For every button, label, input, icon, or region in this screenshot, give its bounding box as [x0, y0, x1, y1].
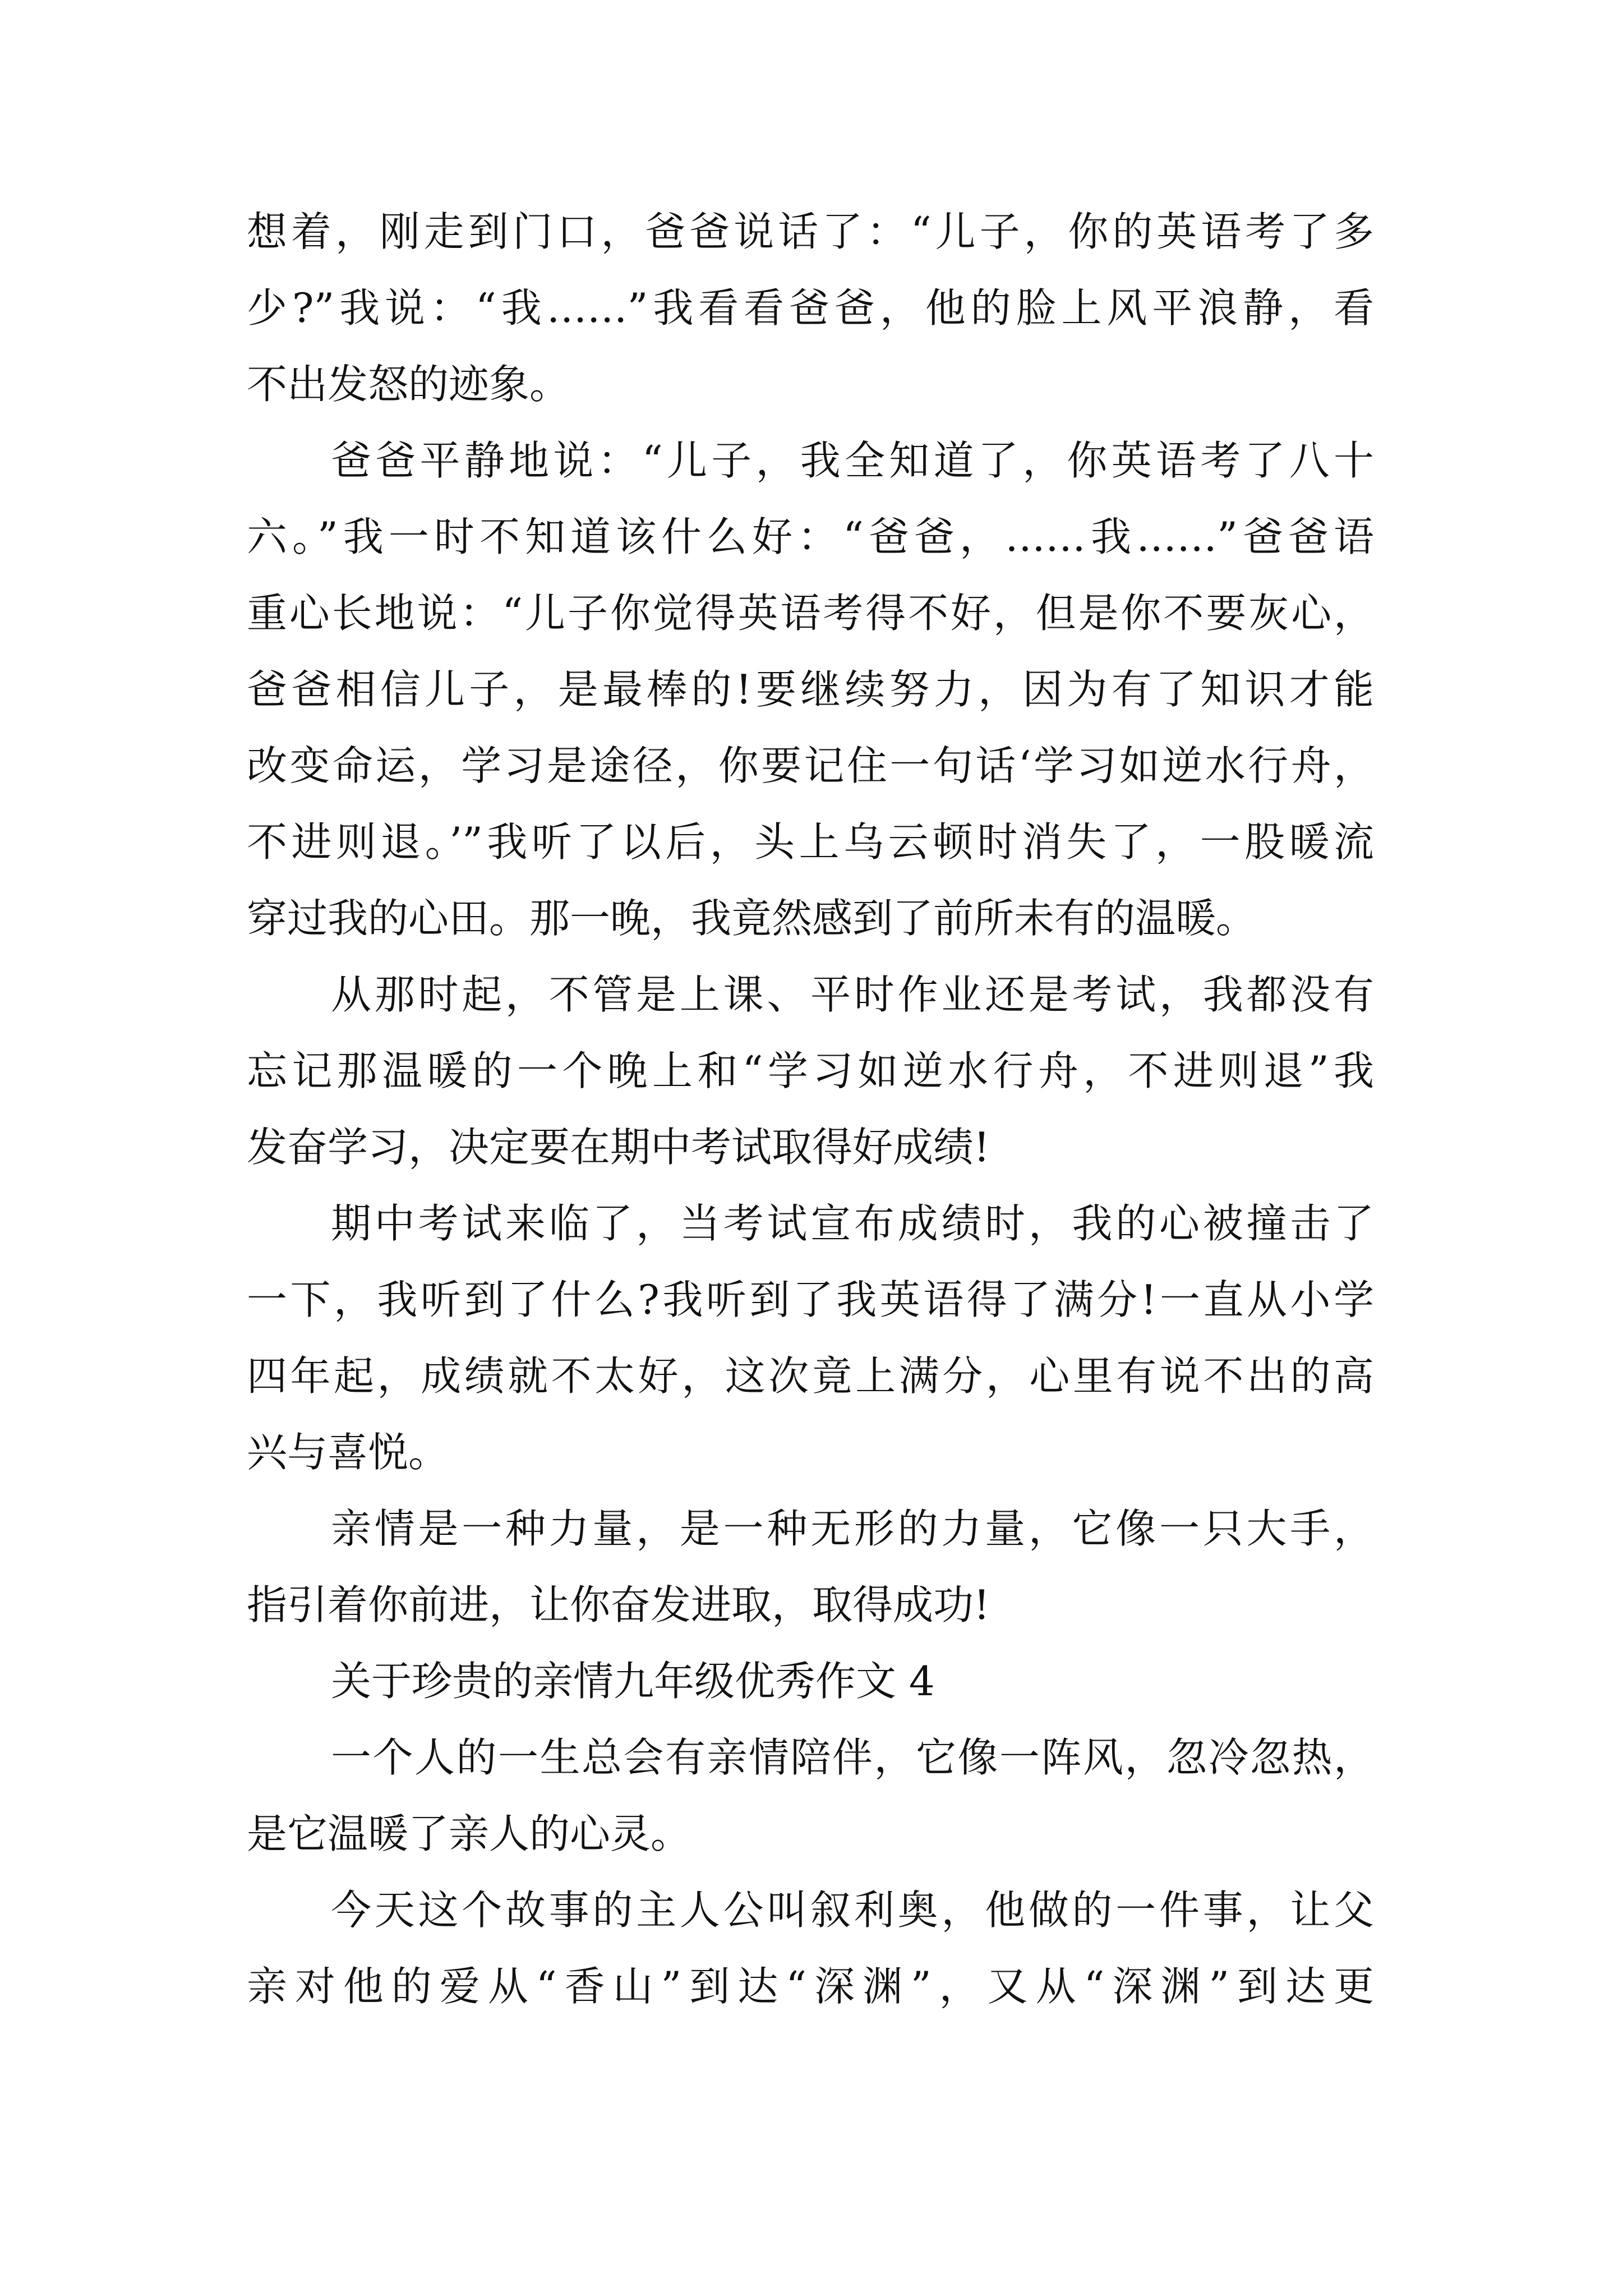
text-line: 一下，我听到了什么?我听到了我英语得了满分!一直从小学 — [247, 1276, 1374, 1323]
text-line: 兴与喜悦。 — [247, 1429, 449, 1476]
text-line: 从那时起，不管是上课、平时作业还是考试，我都没有 — [331, 971, 1374, 1018]
text-line: 重心长地说：“儿子你觉得英语考得不好，但是你不要灰心， — [247, 590, 1374, 637]
text-line: 今天这个故事的主人公叫叙利奥，他做的一件事，让父 — [331, 1887, 1374, 1934]
text-line: 爸爸相信儿子，是最棒的!要继续努力，因为有了知识才能 — [247, 666, 1374, 713]
text-line: 是它温暖了亲人的心灵。 — [247, 1810, 691, 1857]
text-line: 不进则退。’”我听了以后，头上乌云顿时消失了，一股暖流 — [247, 818, 1374, 866]
text-line: 忘记那温暖的一个晚上和“学习如逆水行舟，不进则退”我 — [247, 1047, 1374, 1094]
text-line: 爸爸平静地说：“儿子，我全知道了，你英语考了八十 — [331, 437, 1374, 484]
document-body — [247, 194, 1374, 2024]
text-line: 指引着你前进，让你奋发进取，取得成功! — [247, 1581, 990, 1628]
text-line: 想着，刚走到门口，爸爸说话了：“儿子，你的英语考了多 — [247, 208, 1374, 255]
text-line: 穿过我的心田。那一晚，我竟然感到了前所未有的温暖。 — [247, 895, 1257, 942]
text-line: 发奋学习，决定要在期中考试取得好成绩! — [247, 1124, 990, 1171]
section-heading: 关于珍贵的亲情九年级优秀作文 4 — [331, 1658, 935, 1705]
text-line: 六。”我一时不知道该什么好：“爸爸，……我……”爸爸语 — [247, 513, 1374, 560]
text-line: 少?”我说：“我……”我看看爸爸，他的脸上风平浪静，看 — [247, 284, 1374, 332]
text-line: 改变命运，学习是途径，你要记住一句话‘学习如逆水行舟， — [247, 742, 1374, 789]
text-line: 不出发怒的迹象。 — [247, 361, 570, 408]
text-line: 一个人的一生总会有亲情陪伴，它像一阵风，忽冷忽热， — [331, 1734, 1374, 1781]
text-line: 期中考试来临了，当考试宣布成绩时，我的心被撞击了 — [331, 1200, 1374, 1247]
text-line: 四年起，成绩就不太好，这次竟上满分，心里有说不出的高 — [247, 1352, 1374, 1400]
text-line: 亲情是一种力量，是一种无形的力量，它像一只大手， — [331, 1505, 1374, 1552]
text-line: 亲对他的爱从“香山”到达“深渊”，又从“深渊”到达更 — [247, 1963, 1374, 2010]
